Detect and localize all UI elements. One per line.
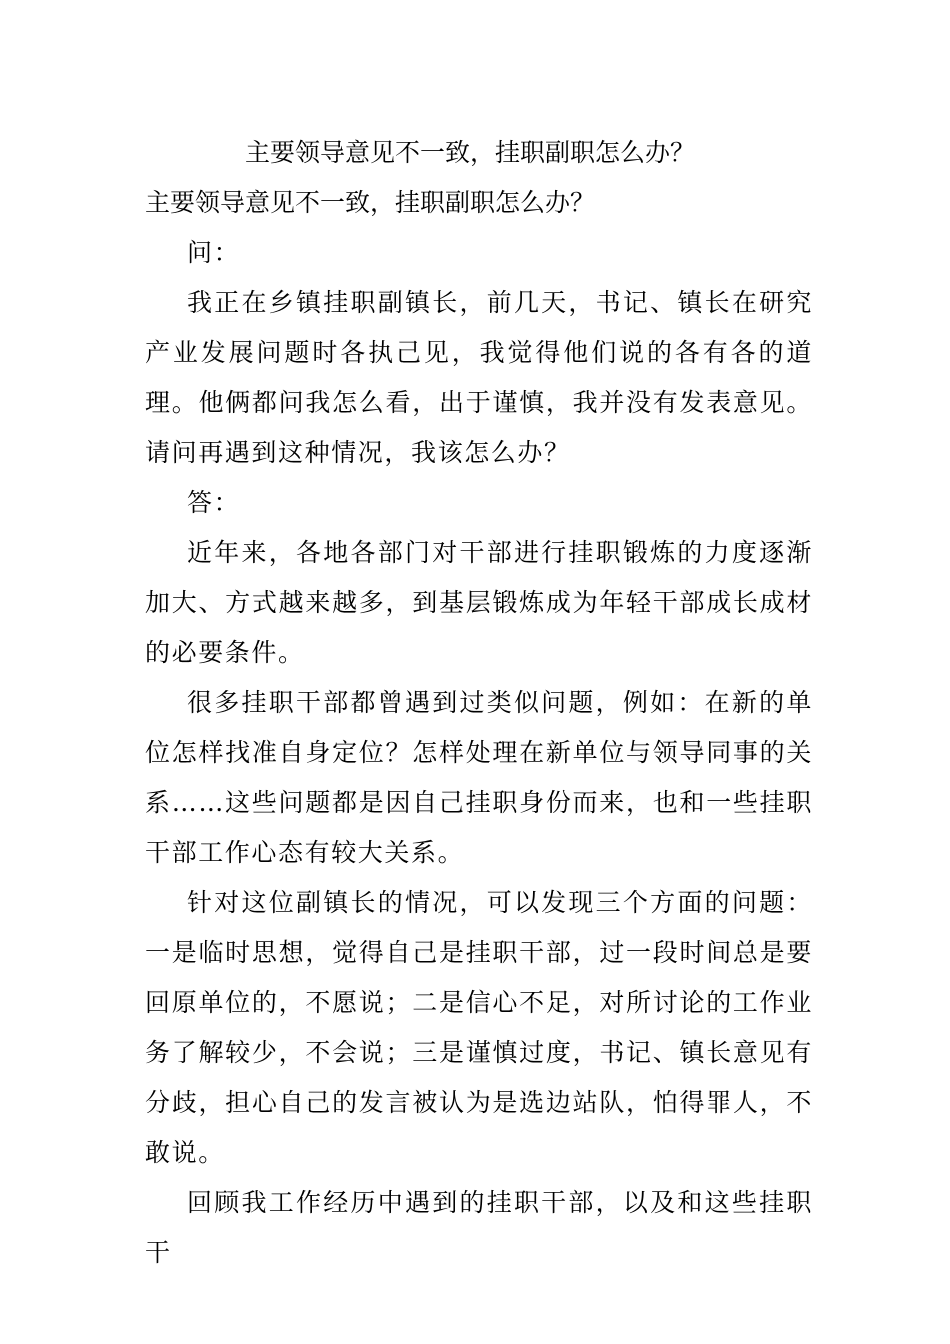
paragraph-question: 我正在乡镇挂职副镇长，前几天，书记、镇长在研究产业发展问题时各执己见，我觉得他们说的各有各的道理。他俩都问我怎么看，出于谨慎，我并没有发表意见。请问再遇到这种情况，我该怎么办？ (145, 288, 813, 467)
paragraph-review: 回顾我工作经历中遇到的挂职干部，以及和这些挂职干 (145, 1188, 813, 1267)
document-subtitle: 主要领导意见不一致，挂职副职怎么办？ (145, 188, 596, 217)
paragraph-common-problems: 很多挂职干部都曾遇到过类似问题，例如：在新的单位怎样找准自身定位？怎样处理在新单位与领导同事的关系……这些问题都是因自己挂职身份而来，也和一些挂职干部工作心态有较大关系。 (145, 688, 813, 867)
paragraph-question-label: 问： (187, 238, 241, 267)
document-body (145, 128, 813, 1278)
paragraph-answer-intro: 近年来，各地各部门对干部进行挂职锻炼的力度逐渐加大、方式越来越多，到基层锻炼成为年轻干部成长成材的必要条件。 (145, 538, 813, 667)
document-title: 主要领导意见不一致，挂职副职怎么办？ (245, 138, 696, 167)
paragraph-three-issues: 针对这位副镇长的情况，可以发现三个方面的问题：一是临时思想，觉得自己是挂职干部，过一段时间总是要回原单位的，不愿说；二是信心不足，对所讨论的工作业务了解较少，不会说；三是谨慎过度，书记、镇长意见有分歧，担心自己的发言被认为是选边站队，怕得罪人，不敢说。 (145, 888, 813, 1167)
paragraph-answer-label: 答： (187, 488, 241, 517)
